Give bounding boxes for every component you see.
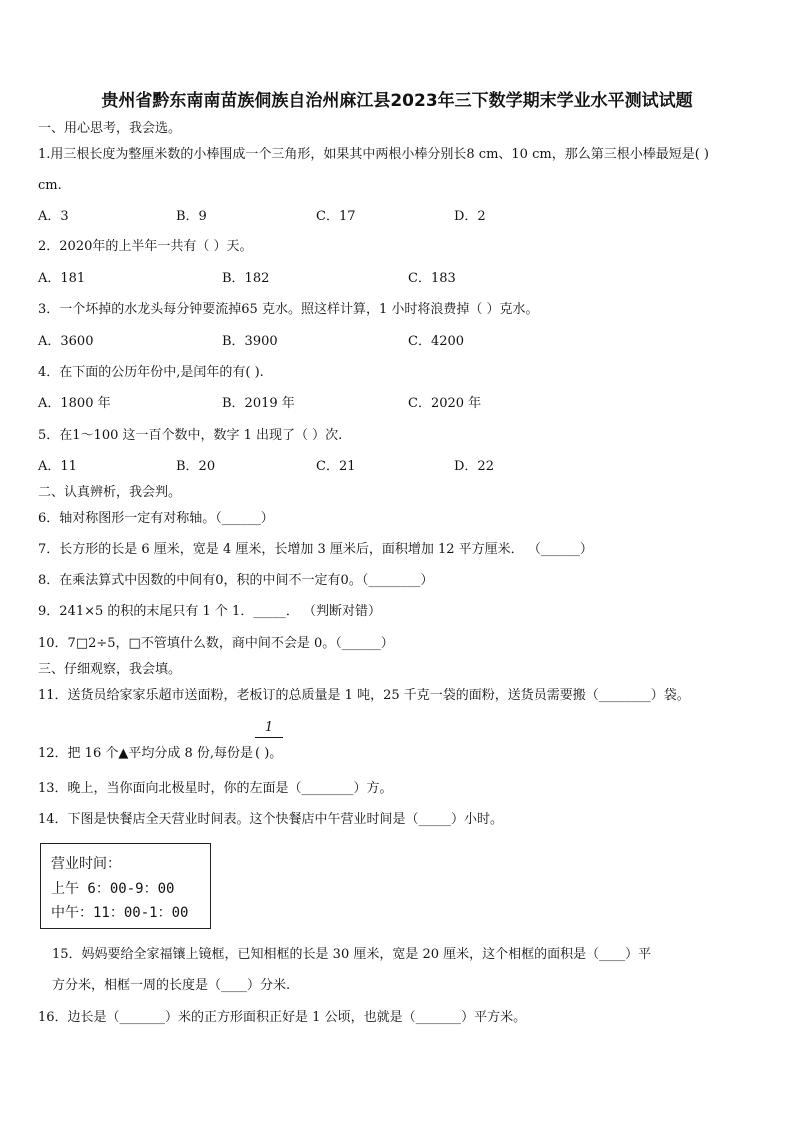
question-3-option-c: C．4200 [408, 334, 465, 349]
question-3-option-b: B．3900 [222, 334, 278, 349]
question-11-text: 11．送货员给家家乐超市送面粉，老板订的总质量是 1 吨，25 千克一袋的面粉，送货员需要搬（________）袋。 [38, 688, 690, 703]
question-1-option-d: D．2 [454, 209, 486, 224]
question-1-text: 1.用三根长度为整厘米数的小棒围成一个三角形，如果其中两根小棒分别长8 cm、10 cm，那么第三根小棒最短是( ) [38, 147, 709, 162]
question-2-text: 2．2020年的上半年一共有（ ）天。 [38, 239, 253, 254]
question-4-option-c: C．2020 年 [408, 396, 482, 411]
section-heading-choice: 一、用心思考，我会选。 [38, 121, 182, 136]
question-9-text: 9．241×5 的积的末尾只有 1 个 1．_____． （判断对错） [38, 604, 381, 619]
question-13-text: 13．晚上，当你面向北极星时，你的左面是（________）方。 [38, 781, 393, 796]
question-1-option-c: C．17 [316, 209, 356, 224]
question-3-text: 3．一个坏掉的水龙头每分钟要流掉65 克水。照这样计算，1 小时将浪费掉（ ）克水。 [38, 302, 539, 317]
question-5-option-a: A．11 [38, 459, 77, 474]
question-15-text: 15．妈妈要给全家福镶上镜框，已知相框的长是 30 厘米，宽是 20 厘米，这个相框的面积是（____）平 [52, 947, 652, 962]
fraction-denominator: ( )。 [255, 746, 283, 761]
hours-morning: 上午 6：00-9：00 [51, 881, 175, 897]
section-heading-judge: 二、认真辨析，我会判。 [38, 485, 182, 500]
question-4-text: 4．在下面的公历年份中,是闰年的有( ). [38, 365, 264, 380]
question-1-option-a: A．3 [38, 209, 69, 224]
section-heading-fill: 三、仔细观察，我会填。 [38, 662, 182, 677]
question-3-option-a: A．3600 [38, 334, 94, 349]
question-12-stem: 12．把 16 个▲平均分成 8 份,每份是 [38, 746, 254, 761]
fraction-numerator-block [255, 720, 283, 738]
question-2-option-c: C．183 [408, 271, 456, 286]
hours-heading: 营业时间： [51, 856, 121, 872]
question-10-text: 10．7□2÷5，□不管填什么数，商中间不会是 0。（______） [38, 636, 394, 651]
hours-noon: 中午：11：00-1：00 [51, 905, 189, 921]
question-8-text: 8．在乘法算式中因数的中间有0，积的中间不一定有0。（________） [38, 573, 434, 588]
question-1-option-b: B．9 [176, 209, 207, 224]
fraction-numerator: 1 [264, 720, 274, 735]
question-5-option-c: C．21 [316, 459, 356, 474]
question-5-option-d: D．22 [454, 459, 494, 474]
question-4-option-b: B．2019 年 [222, 396, 295, 411]
question-15-continued: 方分米，相框一周的长度是（____）分米. [52, 978, 291, 993]
question-14-text: 14．下图是快餐店全天营业时间表。这个快餐店中午营业时间是（_____）小时。 [38, 812, 504, 827]
question-6-text: 6．轴对称图形一定有对称轴。（______） [38, 511, 274, 526]
question-1-unit: cm. [38, 178, 62, 193]
question-4-option-a: A．1800 年 [38, 396, 111, 411]
page-title: 贵州省黔东南南苗族侗族自治州麻江县2023年三下数学期末学业水平测试试题 [101, 91, 693, 111]
question-5-text: 5．在1～100 这一百个数中，数字 1 出现了（ ）次. [38, 428, 343, 443]
question-5-option-b: B．20 [176, 459, 216, 474]
question-2-option-b: B．182 [222, 271, 270, 286]
business-hours-box [40, 843, 211, 929]
question-12-text [38, 745, 253, 763]
fraction-bar [255, 737, 283, 738]
question-2-option-a: A．181 [38, 271, 86, 286]
question-16-text: 16．边长是（_______）米的正方形面积正好是 1 公顷，也就是（_______）平方米。 [38, 1010, 527, 1025]
question-7-text: 7．长方形的长是 6 厘米，宽是 4 厘米，长增加 3 厘米后，面积增加 12 平方厘米． （______） [38, 542, 593, 557]
